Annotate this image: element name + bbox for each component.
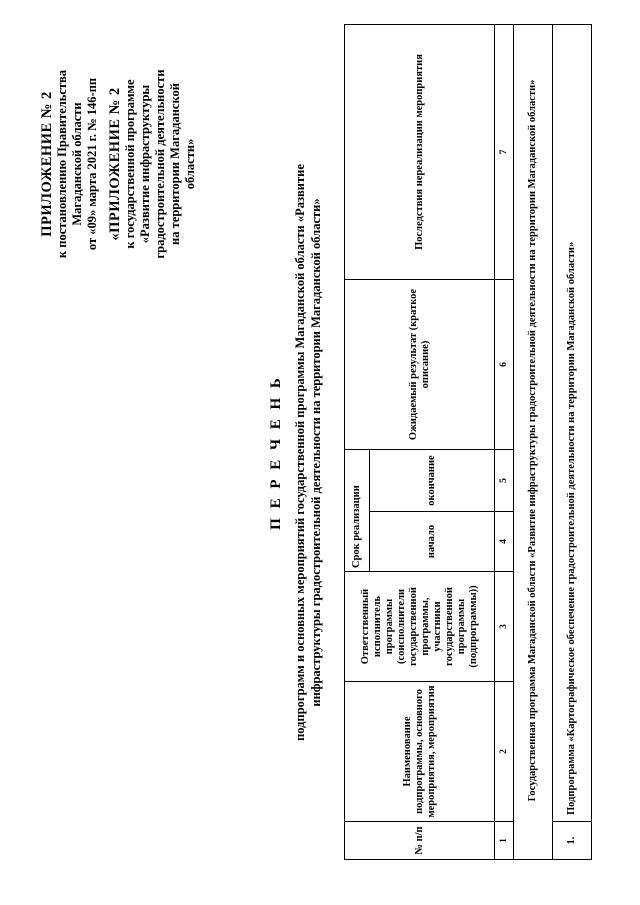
appendix-line: градостроительной деятельности — [153, 69, 167, 259]
program-title: Государственная программа Магаданской области «Развитие инфраструктуры градостроительной деятельности на территории Магаданской области» — [514, 25, 553, 860]
subtitle-line: инфраструктуры градостроительной деятельности на территории Магаданской области» — [309, 198, 323, 707]
header-executor: Ответственный исполнитель программы (соисполнители государственной программы, участники государственной программы (подпрограммы)) — [345, 572, 495, 682]
column-number: 4 — [495, 512, 514, 572]
appendix-line: к постановлению Правительства — [55, 69, 69, 259]
header-result: Ожидаемый результат (краткое описание) — [345, 280, 495, 450]
appendix-line: Магаданской области — [70, 102, 84, 226]
header-end: окончание — [370, 450, 495, 512]
header-start: начало — [370, 512, 495, 572]
appendix-header — [40, 48, 198, 280]
appendix-line: от «09» марта 2021 г. № 146-пп — [85, 77, 99, 251]
column-number-row — [495, 25, 514, 860]
column-number: 3 — [495, 572, 514, 682]
column-number: 1 — [495, 822, 514, 860]
header-consequence: Последствия нереализации мероприятия — [345, 25, 495, 280]
subtitle-line: подпрограмм и основных мероприятий государственной программы Магаданской области «Развитие — [293, 164, 307, 741]
appendix-title-2: «ПРИЛОЖЕНИЕ № 2 — [107, 87, 123, 241]
program-row — [514, 25, 553, 860]
appendix-line: «Развитие инфраструктуры — [138, 84, 152, 244]
appendix-line: к государственной программе — [123, 79, 137, 249]
header-name: Наименование подпрограммы, основного мероприятия, мероприятия — [345, 682, 495, 822]
plan-table — [344, 24, 592, 860]
subprogram-row — [553, 25, 592, 860]
column-number: 2 — [495, 682, 514, 822]
page-subtitle — [292, 0, 324, 905]
header-num: № п/п — [345, 822, 495, 860]
header-term: Срок реализации — [345, 450, 370, 572]
column-number: 7 — [495, 25, 514, 280]
page-title: П Е Р Е Ч Е Н Ь — [268, 375, 284, 530]
appendix-title: ПРИЛОЖЕНИЕ № 2 — [39, 91, 55, 237]
subprogram-title: Подпрограмма «Картографическое обеспечение градостроительной деятельности на территории Магаданской области» — [553, 25, 592, 822]
subprogram-num: 1. — [553, 822, 592, 860]
column-number: 6 — [495, 280, 514, 450]
appendix-line: области» — [183, 138, 197, 190]
appendix-line: на территории Магаданской — [168, 83, 182, 245]
column-number: 5 — [495, 450, 514, 512]
